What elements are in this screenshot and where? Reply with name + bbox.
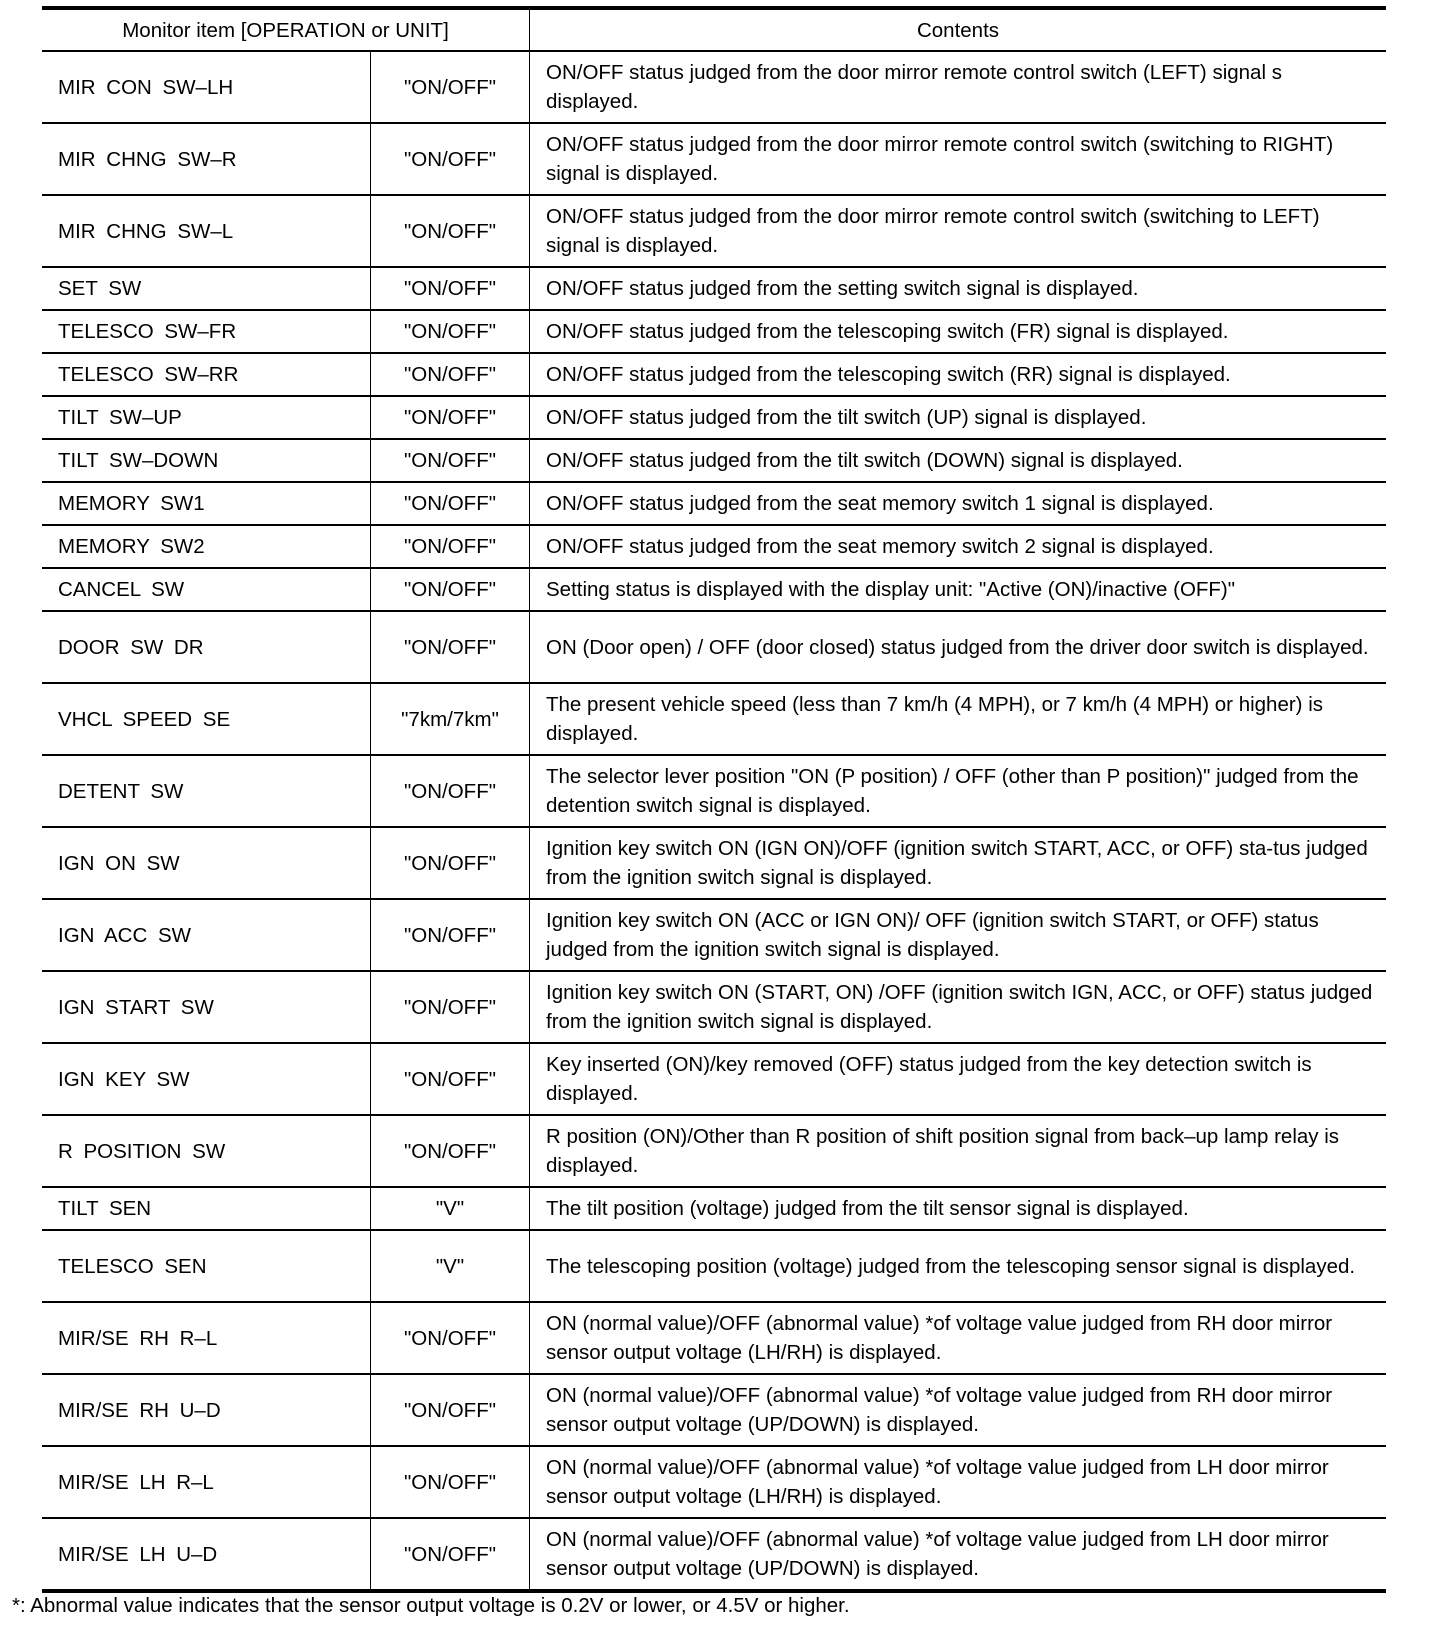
contents-cell: ON/OFF status judged from the tilt switch (UP) signal is displayed. bbox=[530, 396, 1387, 439]
unit-cell: "ON/OFF" bbox=[371, 439, 530, 482]
unit-cell: "ON/OFF" bbox=[371, 827, 530, 899]
table-row bbox=[42, 1187, 1386, 1230]
table-row bbox=[42, 683, 1386, 755]
monitor-item-cell: CANCEL SW bbox=[42, 568, 371, 611]
table-row bbox=[42, 353, 1386, 396]
table-row bbox=[42, 195, 1386, 267]
contents-cell: ON/OFF status judged from the tilt switch (DOWN) signal is displayed. bbox=[530, 439, 1387, 482]
table-row bbox=[42, 1115, 1386, 1187]
unit-cell: "ON/OFF" bbox=[371, 525, 530, 568]
table-row bbox=[42, 51, 1386, 123]
monitor-item-cell: TELESCO SW–RR bbox=[42, 353, 371, 396]
monitor-item-cell: TELESCO SW–FR bbox=[42, 310, 371, 353]
contents-cell: ON (normal value)/OFF (abnormal value) *of voltage value judged from LH door mirror sensor output voltage (UP/DOWN) is displayed. bbox=[530, 1518, 1387, 1591]
unit-cell: "ON/OFF" bbox=[371, 310, 530, 353]
monitor-item-cell: MIR/SE RH R–L bbox=[42, 1302, 371, 1374]
monitor-item-cell: IGN START SW bbox=[42, 971, 371, 1043]
unit-cell: "ON/OFF" bbox=[371, 482, 530, 525]
unit-cell: "ON/OFF" bbox=[371, 1302, 530, 1374]
unit-cell: "7km/7km" bbox=[371, 683, 530, 755]
contents-cell: The present vehicle speed (less than 7 km/h (4 MPH), or 7 km/h (4 MPH) or higher) is displayed. bbox=[530, 683, 1387, 755]
contents-cell: The selector lever position "ON (P position) / OFF (other than P position)" judged from the detention switch signal is displayed. bbox=[530, 755, 1387, 827]
contents-cell: ON/OFF status judged from the seat memory switch 2 signal is displayed. bbox=[530, 525, 1387, 568]
contents-cell: R position (ON)/Other than R position of shift position signal from back–up lamp relay is displayed. bbox=[530, 1115, 1387, 1187]
footnote: *: Abnormal value indicates that the sensor output voltage is 0.2V or lower, or 4.5V or higher. bbox=[12, 1594, 850, 1617]
contents-cell: ON (normal value)/OFF (abnormal value) *of voltage value judged from RH door mirror sensor output voltage (LH/RH) is displayed. bbox=[530, 1302, 1387, 1374]
table-row bbox=[42, 1518, 1386, 1591]
table-row bbox=[42, 1043, 1386, 1115]
monitor-item-cell: MIR CON SW–LH bbox=[42, 51, 371, 123]
unit-cell: "ON/OFF" bbox=[371, 396, 530, 439]
contents-cell: Ignition key switch ON (START, ON) /OFF (ignition switch IGN, ACC, or OFF) status judged from the ignition switch signal is displayed. bbox=[530, 971, 1387, 1043]
table-header bbox=[42, 8, 1386, 51]
unit-cell: "ON/OFF" bbox=[371, 1518, 530, 1591]
unit-cell: "ON/OFF" bbox=[371, 568, 530, 611]
contents-cell: ON/OFF status judged from the setting switch signal is displayed. bbox=[530, 267, 1387, 310]
contents-cell: ON/OFF status judged from the door mirror remote control switch (LEFT) signal s displayed. bbox=[530, 51, 1387, 123]
monitor-item-cell: MEMORY SW1 bbox=[42, 482, 371, 525]
contents-cell: ON/OFF status judged from the door mirror remote control switch (switching to LEFT) signal is displayed. bbox=[530, 195, 1387, 267]
monitor-item-cell: IGN KEY SW bbox=[42, 1043, 371, 1115]
table-row bbox=[42, 310, 1386, 353]
unit-cell: "ON/OFF" bbox=[371, 1446, 530, 1518]
table-row bbox=[42, 971, 1386, 1043]
contents-cell: ON/OFF status judged from the telescoping switch (RR) signal is displayed. bbox=[530, 353, 1387, 396]
monitor-item-cell: DOOR SW DR bbox=[42, 611, 371, 683]
unit-cell: "ON/OFF" bbox=[371, 51, 530, 123]
table-row bbox=[42, 439, 1386, 482]
table-row bbox=[42, 899, 1386, 971]
table-row bbox=[42, 482, 1386, 525]
contents-cell: Setting status is displayed with the display unit: "Active (ON)/inactive (OFF)" bbox=[530, 568, 1387, 611]
header-contents: Contents bbox=[530, 8, 1387, 51]
unit-cell: "V" bbox=[371, 1187, 530, 1230]
contents-cell: ON (normal value)/OFF (abnormal value) *of voltage value judged from LH door mirror sensor output voltage (LH/RH) is displayed. bbox=[530, 1446, 1387, 1518]
monitor-item-cell: TILT SW–DOWN bbox=[42, 439, 371, 482]
table-row bbox=[42, 123, 1386, 195]
monitor-item-cell: DETENT SW bbox=[42, 755, 371, 827]
monitor-item-cell: MIR/SE LH U–D bbox=[42, 1518, 371, 1591]
unit-cell: "ON/OFF" bbox=[371, 611, 530, 683]
contents-cell: ON (normal value)/OFF (abnormal value) *of voltage value judged from RH door mirror sensor output voltage (UP/DOWN) is displayed. bbox=[530, 1374, 1387, 1446]
monitor-item-cell: IGN ON SW bbox=[42, 827, 371, 899]
monitor-item-cell: IGN ACC SW bbox=[42, 899, 371, 971]
unit-cell: "ON/OFF" bbox=[371, 267, 530, 310]
monitor-item-cell: R POSITION SW bbox=[42, 1115, 371, 1187]
table-row bbox=[42, 396, 1386, 439]
monitor-item-cell: MIR/SE LH R–L bbox=[42, 1446, 371, 1518]
unit-cell: "ON/OFF" bbox=[371, 755, 530, 827]
table-row bbox=[42, 525, 1386, 568]
unit-cell: "ON/OFF" bbox=[371, 1043, 530, 1115]
monitor-item-cell: MIR CHNG SW–R bbox=[42, 123, 371, 195]
monitor-item-cell: SET SW bbox=[42, 267, 371, 310]
unit-cell: "ON/OFF" bbox=[371, 1374, 530, 1446]
monitor-item-cell: TILT SEN bbox=[42, 1187, 371, 1230]
monitor-item-cell: TELESCO SEN bbox=[42, 1230, 371, 1302]
table-row bbox=[42, 611, 1386, 683]
contents-cell: Ignition key switch ON (ACC or IGN ON)/ OFF (ignition switch START, or OFF) status judged from the ignition switch signal is displayed. bbox=[530, 899, 1387, 971]
unit-cell: "ON/OFF" bbox=[371, 1115, 530, 1187]
header-monitor-item: Monitor item [OPERATION or UNIT] bbox=[42, 8, 530, 51]
monitor-item-cell: TILT SW–UP bbox=[42, 396, 371, 439]
contents-cell: ON/OFF status judged from the door mirror remote control switch (switching to RIGHT) signal is displayed. bbox=[530, 123, 1387, 195]
unit-cell: "V" bbox=[371, 1230, 530, 1302]
monitor-item-cell: VHCL SPEED SE bbox=[42, 683, 371, 755]
table-row bbox=[42, 1446, 1386, 1518]
contents-cell: The telescoping position (voltage) judged from the telescoping sensor signal is displayed. bbox=[530, 1230, 1387, 1302]
monitor-item-cell: MIR CHNG SW–L bbox=[42, 195, 371, 267]
table-row bbox=[42, 1374, 1386, 1446]
contents-cell: ON/OFF status judged from the telescoping switch (FR) signal is displayed. bbox=[530, 310, 1387, 353]
table-row bbox=[42, 1302, 1386, 1374]
contents-cell: Key inserted (ON)/key removed (OFF) status judged from the key detection switch is displayed. bbox=[530, 1043, 1387, 1115]
monitor-item-table bbox=[42, 6, 1386, 1593]
table-row bbox=[42, 755, 1386, 827]
table-row bbox=[42, 568, 1386, 611]
table-row bbox=[42, 827, 1386, 899]
table-row bbox=[42, 1230, 1386, 1302]
unit-cell: "ON/OFF" bbox=[371, 195, 530, 267]
unit-cell: "ON/OFF" bbox=[371, 899, 530, 971]
monitor-item-cell: MEMORY SW2 bbox=[42, 525, 371, 568]
unit-cell: "ON/OFF" bbox=[371, 971, 530, 1043]
unit-cell: "ON/OFF" bbox=[371, 123, 530, 195]
contents-cell: Ignition key switch ON (IGN ON)/OFF (ignition switch START, ACC, or OFF) sta-tus judged from the ignition switch signal is displayed. bbox=[530, 827, 1387, 899]
monitor-item-cell: MIR/SE RH U–D bbox=[42, 1374, 371, 1446]
contents-cell: ON/OFF status judged from the seat memory switch 1 signal is displayed. bbox=[530, 482, 1387, 525]
unit-cell: "ON/OFF" bbox=[371, 353, 530, 396]
table-row bbox=[42, 267, 1386, 310]
contents-cell: ON (Door open) / OFF (door closed) status judged from the driver door switch is displayed. bbox=[530, 611, 1387, 683]
contents-cell: The tilt position (voltage) judged from the tilt sensor signal is displayed. bbox=[530, 1187, 1387, 1230]
